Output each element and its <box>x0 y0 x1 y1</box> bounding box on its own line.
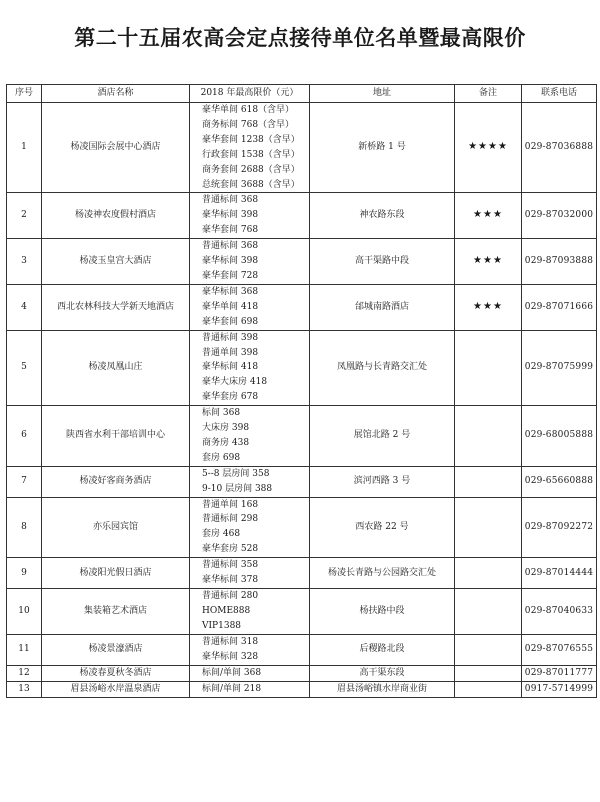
row-prices <box>190 466 310 497</box>
table-row <box>7 466 597 497</box>
row-note: ★★★ <box>455 239 522 285</box>
price-line: 豪华套间 768 <box>202 225 259 236</box>
row-hotel-name: 西北农林科技大学新天地酒店 <box>42 284 190 330</box>
row-no: 13 <box>7 681 42 697</box>
table-row <box>7 330 597 406</box>
row-no: 6 <box>7 406 42 467</box>
row-hotel-name: 眉县汤峪水岸温泉酒店 <box>42 681 190 697</box>
price-line: 豪华套间 1238（含早） <box>202 134 300 145</box>
row-address: 西农路 22 号 <box>310 497 455 558</box>
row-note <box>455 406 522 467</box>
row-address: 凤凰路与长青路交汇处 <box>310 330 455 406</box>
row-hotel-name: 杨凌凤凰山庄 <box>42 330 190 406</box>
table-row <box>7 284 597 330</box>
table-row <box>7 589 597 635</box>
table-row <box>7 558 597 589</box>
row-no: 2 <box>7 193 42 239</box>
price-line: 商务套间 2688（含早） <box>202 164 300 175</box>
price-line: 套房 698 <box>202 452 241 463</box>
row-prices <box>190 665 310 681</box>
row-phone: 029-87093888 <box>522 239 597 285</box>
row-address: 新桥路 1 号 <box>310 103 455 193</box>
row-prices <box>190 103 310 193</box>
row-prices <box>190 284 310 330</box>
row-hotel-name: 集装箱艺术酒店 <box>42 589 190 635</box>
row-address: 杨凌长青路与公园路交汇处 <box>310 558 455 589</box>
price-line: 豪华大床房 418 <box>202 377 268 388</box>
price-line: 9-10 层房间 388 <box>202 483 273 494</box>
row-prices <box>190 497 310 558</box>
row-no: 4 <box>7 284 42 330</box>
table-row <box>7 406 597 467</box>
row-prices <box>190 239 310 285</box>
table-row <box>7 681 597 697</box>
row-note <box>455 589 522 635</box>
row-prices <box>190 634 310 665</box>
row-no: 7 <box>7 466 42 497</box>
price-line: 豪华套间 728 <box>202 270 259 281</box>
price-line: 豪华单间 618（含早） <box>202 105 295 115</box>
row-address: 展馆北路 2 号 <box>310 406 455 467</box>
row-no: 10 <box>7 589 42 635</box>
header-no: 序号 <box>7 85 42 103</box>
row-note: ★★★★ <box>455 103 522 193</box>
price-line: 豪华单间 418 <box>202 301 259 312</box>
price-line: VIP1388 <box>202 620 242 631</box>
price-line: 豪华标间 418 <box>202 362 259 373</box>
table-row <box>7 497 597 558</box>
row-phone: 029-87076555 <box>522 634 597 665</box>
price-line: 标间/单间 218 <box>202 683 262 694</box>
row-prices <box>190 193 310 239</box>
price-line: 商务标间 768（含早） <box>202 119 295 130</box>
row-note <box>455 330 522 406</box>
price-line: 豪华套房 528 <box>202 544 259 555</box>
row-no: 3 <box>7 239 42 285</box>
header-address: 地址 <box>310 85 455 103</box>
row-address: 高干渠路中段 <box>310 239 455 285</box>
row-no: 5 <box>7 330 42 406</box>
table-row <box>7 239 597 285</box>
row-address: 滨河西路 3 号 <box>310 466 455 497</box>
row-phone: 029-87032000 <box>522 193 597 239</box>
row-phone: 029-87040633 <box>522 589 597 635</box>
price-line: 普通标间 298 <box>202 514 259 525</box>
price-line: 豪华套房 678 <box>202 392 259 403</box>
row-hotel-name: 杨凌国际会展中心酒店 <box>42 103 190 193</box>
row-hotel-name: 杨凌阳光假日酒店 <box>42 558 190 589</box>
row-prices <box>190 330 310 406</box>
row-phone: 029-87071666 <box>522 284 597 330</box>
row-phone: 029-87036888 <box>522 103 597 193</box>
price-line: 普通标间 368 <box>202 241 259 252</box>
table-row <box>7 103 597 193</box>
price-line: 豪华标间 398 <box>202 256 259 267</box>
price-line: 豪华标间 368 <box>202 286 259 297</box>
row-address: 眉县汤峪镇水岸商业街 <box>310 681 455 697</box>
row-note <box>455 634 522 665</box>
row-note <box>455 497 522 558</box>
row-hotel-name: 杨凌春夏秋冬酒店 <box>42 665 190 681</box>
price-line: 豪华套间 698 <box>202 316 259 327</box>
row-hotel-name: 杨凌神农度假村酒店 <box>42 193 190 239</box>
header-max-price: 2018 年最高限价（元） <box>190 85 310 103</box>
row-hotel-name: 杨凌玉皇宫大酒店 <box>42 239 190 285</box>
header-note: 备注 <box>455 85 522 103</box>
row-note <box>455 665 522 681</box>
price-line: 豪华标间 378 <box>202 575 259 586</box>
price-line: 总统套间 3688（含早） <box>202 179 300 190</box>
price-line: 普通标间 280 <box>202 591 259 601</box>
row-prices <box>190 681 310 697</box>
row-hotel-name: 亦乐园宾馆 <box>42 497 190 558</box>
row-prices <box>190 589 310 635</box>
row-phone: 0917-5714999 <box>522 681 597 697</box>
row-note: ★★★ <box>455 284 522 330</box>
price-line: 普通标间 368 <box>202 195 259 206</box>
price-line: 大床房 398 <box>202 423 250 434</box>
price-line: 普通标间 398 <box>202 332 259 343</box>
row-address: 杨扶路中段 <box>310 589 455 635</box>
row-no: 11 <box>7 634 42 665</box>
hotel-list-table <box>6 84 597 698</box>
row-note <box>455 558 522 589</box>
row-note <box>455 681 522 697</box>
row-note: ★★★ <box>455 193 522 239</box>
row-note <box>455 466 522 497</box>
price-line: 标间 368 <box>202 408 241 419</box>
row-phone: 029-87014444 <box>522 558 597 589</box>
price-line: 豪华标间 328 <box>202 651 259 662</box>
row-hotel-name: 杨凌景濠酒店 <box>42 634 190 665</box>
row-address: 邰城南路酒店 <box>310 284 455 330</box>
row-phone: 029-87011777 <box>522 665 597 681</box>
row-no: 1 <box>7 103 42 193</box>
price-line: 普通单间 168 <box>202 499 259 510</box>
row-address: 高干渠东段 <box>310 665 455 681</box>
row-phone: 029-87092272 <box>522 497 597 558</box>
row-phone: 029-87075999 <box>522 330 597 406</box>
price-line: 商务房 438 <box>202 437 250 448</box>
price-line: 普通标间 358 <box>202 560 259 571</box>
row-no: 12 <box>7 665 42 681</box>
price-line: 普通单间 398 <box>202 347 259 358</box>
row-address: 后稷路北段 <box>310 634 455 665</box>
row-phone: 029-65660888 <box>522 466 597 497</box>
row-hotel-name: 杨凌好客商务酒店 <box>42 466 190 497</box>
price-line: 普通标间 318 <box>202 636 259 647</box>
row-phone: 029-68005888 <box>522 406 597 467</box>
row-prices <box>190 406 310 467</box>
table-row <box>7 634 597 665</box>
price-line: 行政套间 1538（含早） <box>202 149 300 160</box>
price-line: HOME888 <box>202 605 251 616</box>
row-no: 9 <box>7 558 42 589</box>
row-hotel-name: 陕西省水利干部培训中心 <box>42 406 190 467</box>
row-address: 神农路东段 <box>310 193 455 239</box>
price-line: 豪华标间 398 <box>202 210 259 221</box>
header-hotel-name: 酒店名称 <box>42 85 190 103</box>
price-line: 标间/单间 368 <box>202 667 262 678</box>
price-line: 套房 468 <box>202 529 241 540</box>
page-title: 第二十五届农高会定点接待单位名单暨最高限价 <box>74 26 526 50</box>
table-header-row <box>7 85 597 103</box>
header-phone: 联系电话 <box>522 85 597 103</box>
table-row <box>7 193 597 239</box>
row-no: 8 <box>7 497 42 558</box>
price-line: 5--8 层房间 358 <box>202 468 270 479</box>
table-row <box>7 665 597 681</box>
row-prices <box>190 558 310 589</box>
